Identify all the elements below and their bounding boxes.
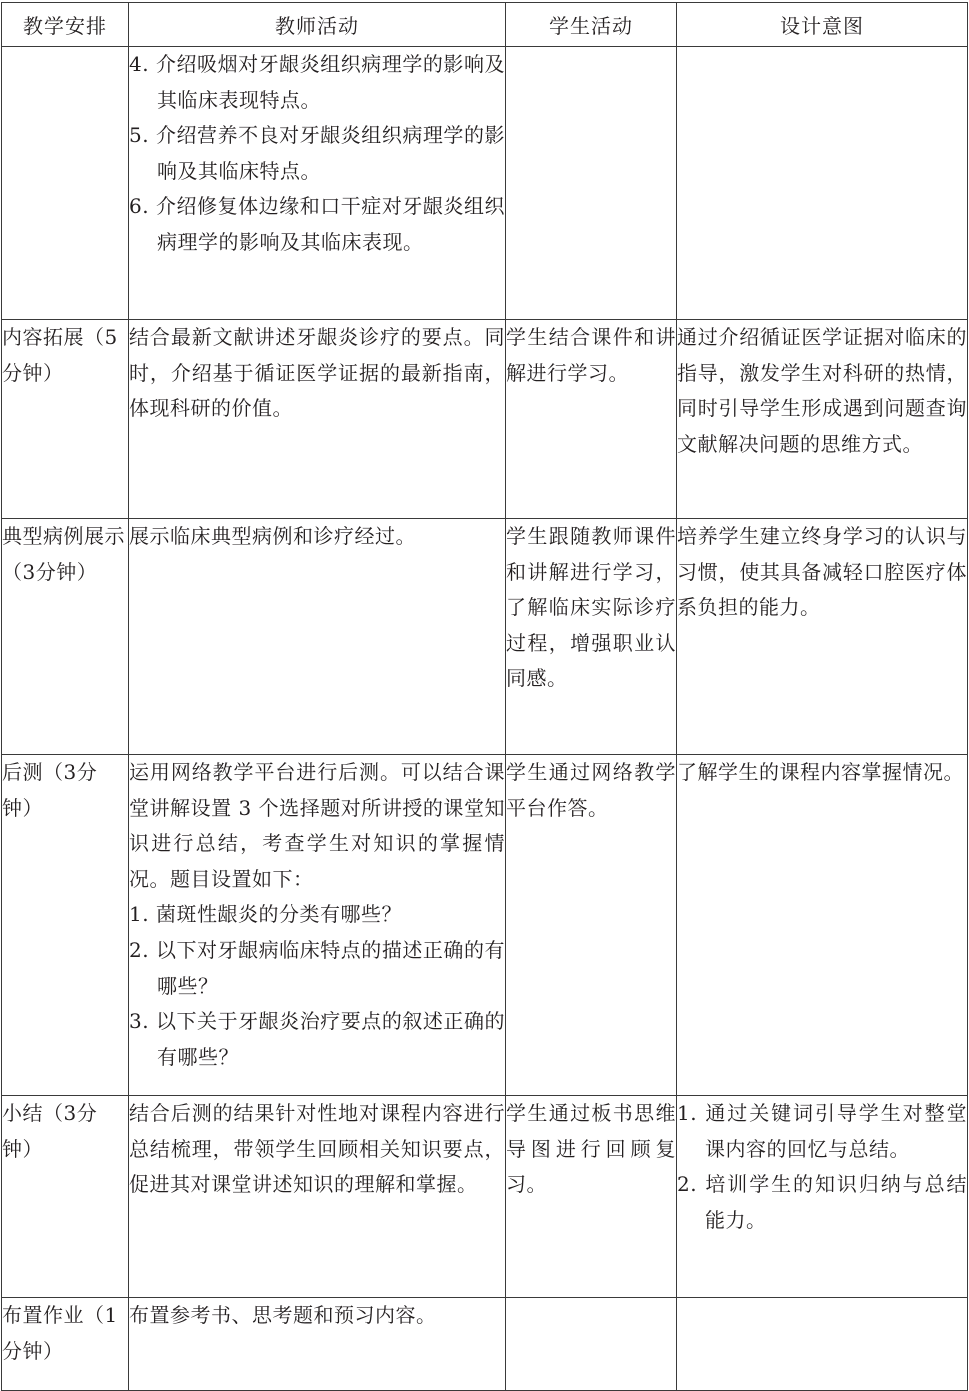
- list-item: 6. 介绍修复体边缘和口干症对牙龈炎组织病理学的影响及其临床表现。: [129, 194, 505, 254]
- header-student-activity: 学生活动: [506, 3, 677, 47]
- list-item: 4. 介绍吸烟对牙龈炎组织病理学的影响及其临床表现特点。: [129, 52, 505, 112]
- teacher-activity-cell: 布置参考书、思考题和预习内容。: [129, 1298, 506, 1391]
- design-intent-cell: [677, 1298, 968, 1391]
- student-activity-cell: [506, 47, 677, 320]
- teacher-activity-cell: [129, 755, 506, 1096]
- student-activity-cell: 学生结合课件和讲解进行学习。: [506, 320, 677, 519]
- teacher-activity-cell: 结合后测的结果针对性地对课程内容进行总结梳理，带领学生回顾相关知识要点，促进其对课堂讲述知识的理解和掌握。: [129, 1096, 506, 1298]
- design-intent-cell: 通过介绍循证医学证据对临床的指导，激发学生对科研的热情，同时引导学生形成遇到问题查询文献解决问题的思维方式。: [677, 320, 968, 519]
- arrangement-cell: 布置作业（1分钟）: [2, 1298, 129, 1391]
- header-design-intent: 设计意图: [677, 3, 968, 47]
- teacher-activity-cell: 结合最新文献讲述牙龈炎诊疗的要点。同时，介绍基于循证医学证据的最新指南，体现科研的价值。: [129, 320, 506, 519]
- table-row: [2, 1096, 968, 1298]
- list-item: 1. 菌斑性龈炎的分类有哪些？: [129, 902, 402, 927]
- student-activity-cell: 学生通过网络教学平台作答。: [506, 755, 677, 1096]
- design-intent-cell: 了解学生的课程内容掌握情况。: [677, 755, 968, 1096]
- teacher-activity-list: [129, 47, 505, 261]
- student-activity-cell: [506, 1298, 677, 1391]
- table-row: [2, 1298, 968, 1391]
- header-arrangement: 教学安排: [2, 3, 129, 47]
- student-activity-cell: 学生跟随教师课件和讲解进行学习，了解临床实际诊疗过程，增强职业认同感。: [506, 519, 677, 755]
- design-intent-cell: 培养学生建立终身学习的认识与习惯，使其具备减轻口腔医疗体系负担的能力。: [677, 519, 968, 755]
- arrangement-cell: 小结（3分钟）: [2, 1096, 129, 1298]
- teacher-activity-text: 运用网络教学平台进行后测。可以结合课堂讲解设置 3 个选择题对所讲授的课堂知识进行总结，考查学生对知识的掌握情况。题目设置如下：: [129, 760, 505, 891]
- list-item: 3. 以下关于牙龈炎治疗要点的叙述正确的有哪些？: [129, 1009, 505, 1069]
- header-teacher-activity: 教师活动: [129, 3, 506, 47]
- lesson-plan-table: [1, 2, 968, 1391]
- design-intent-list: [677, 1096, 967, 1238]
- design-intent-cell: [677, 1096, 968, 1298]
- table-row: [2, 755, 968, 1096]
- arrangement-cell: 内容拓展（5分钟）: [2, 320, 129, 519]
- list-item: 2. 以下对牙龈病临床特点的描述正确的有哪些？: [129, 937, 505, 998]
- arrangement-cell: 典型病例展示（3分钟）: [2, 519, 129, 755]
- table-header-row: [2, 3, 968, 47]
- arrangement-cell: [2, 47, 129, 320]
- student-activity-cell: 学生通过板书思维导图进行回顾复习。: [506, 1096, 677, 1298]
- list-item: 1. 通过关键词引导学生对整堂课内容的回忆与总结。: [677, 1101, 967, 1161]
- list-item: 2. 培训学生的知识归纳与总结能力。: [677, 1172, 967, 1232]
- table-row: [2, 47, 968, 320]
- quiz-question-list: [129, 897, 505, 1075]
- teacher-activity-cell: 展示临床典型病例和诊疗经过。: [129, 519, 506, 755]
- list-item: 5. 介绍营养不良对牙龈炎组织病理学的影响及其临床特点。: [129, 123, 505, 183]
- design-intent-cell: [677, 47, 968, 320]
- table-row: [2, 519, 968, 755]
- teacher-activity-cell: [129, 47, 506, 320]
- arrangement-cell: 后测（3分钟）: [2, 755, 129, 1096]
- table-row: [2, 320, 968, 519]
